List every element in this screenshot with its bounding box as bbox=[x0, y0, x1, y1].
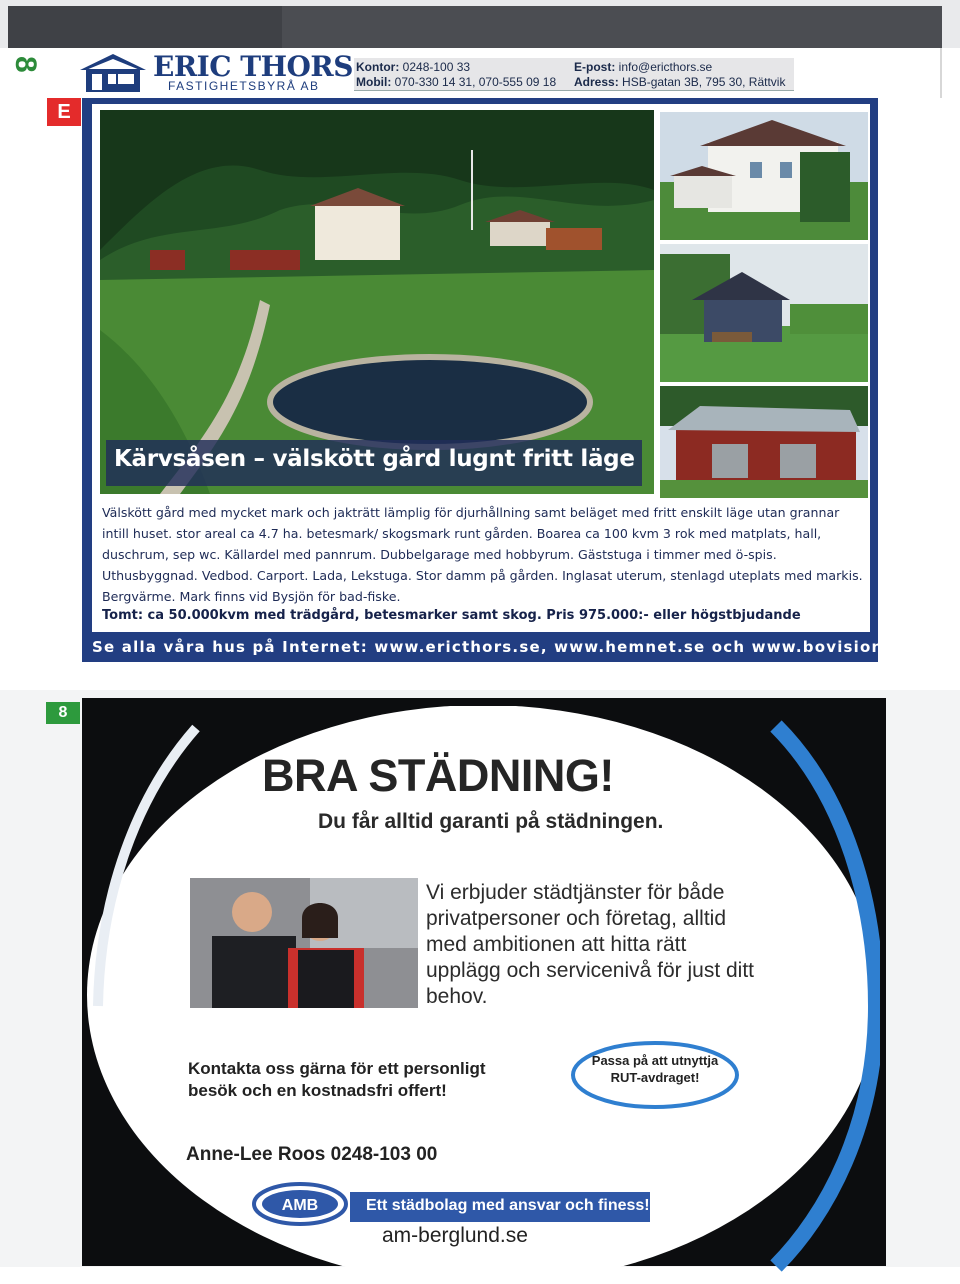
epost-label: E-post: bbox=[574, 60, 616, 74]
house-photo bbox=[660, 112, 868, 240]
kontor-label: Kontor: bbox=[356, 60, 400, 74]
adress-value: HSB-gatan 3B, 795 30, Rättvik bbox=[622, 75, 786, 89]
listing-description: Välskött gård med mycket mark och jakträtt lämplig för djurhållning samt beläget med fritt enskilt läge utan grannar intill huset. stor areal ca 4.7 ha. betesmark/ skogsmark runt gården. Boarea ca 100 kvm 3 rok med matplats, hall, duschrum, sep wc. Källardel med pannrum. Dubbelgarage med hobbyrum. Gäststuga i timmer med ö-spis. Uthusbyggnad. Vedbod. Carport. Lada, Lekstuga. Stor damm på gården. Inglasat uterum, stenlagd uteplats med markis. Bergvärme. Mark finns vid Bysjön för bad-fiske. bbox=[102, 505, 863, 604]
mobil-label: Mobil: bbox=[356, 75, 392, 89]
agency-name: ERIC THORS bbox=[153, 50, 353, 83]
farm-aerial-photo bbox=[100, 110, 654, 494]
mobil-value: 070-330 14 31, 070-555 09 18 bbox=[394, 75, 557, 89]
kontor-line bbox=[356, 60, 470, 74]
ad-subtitle: Du får alltid garanti på städningen. bbox=[318, 810, 664, 833]
ad-body-text: Vi erbjuder städtjänster för både privatpersoner och företag, alltid med ambitionen att hitta rätt upplägg och servicenivå för just ditt behov. bbox=[426, 881, 755, 1008]
page-number: 8 bbox=[9, 56, 42, 73]
ad-contact-text: Kontakta oss gärna för ett personligt besök och en kostnadsfri offert! bbox=[188, 1059, 486, 1100]
ad-number-badge: 8 bbox=[46, 702, 80, 724]
section-badge: E bbox=[47, 98, 81, 126]
house-logo-icon bbox=[80, 52, 146, 92]
epost-value: info@ericthors.se bbox=[618, 60, 713, 74]
ad-banner-text: Ett städbolag med ansvar och finess! bbox=[366, 1197, 650, 1214]
kontor-value: 0248-100 33 bbox=[402, 60, 471, 74]
barn-photo bbox=[660, 386, 868, 498]
adress-label: Adress: bbox=[574, 75, 619, 89]
header-right-rule bbox=[940, 48, 942, 98]
listing-headline: Kärvsåsen – välskött gård lugnt fritt läge bbox=[114, 446, 635, 472]
amb-logo-text: AMB bbox=[281, 1197, 319, 1214]
amb-logo-icon bbox=[252, 1182, 348, 1226]
top-bar-dark-block bbox=[282, 6, 942, 48]
rut-badge-text: Passa på att utnyttja RUT-avdraget! bbox=[591, 1053, 719, 1085]
agency-subtitle: FASTIGHETSBYRÅ AB bbox=[168, 79, 320, 93]
listing-footer-text: Se alla våra hus på Internet: www.ericthors.se, www.hemnet.se och www.bovision.se bbox=[92, 638, 912, 656]
adress-line bbox=[574, 75, 785, 89]
guest-cottage-photo bbox=[660, 244, 868, 382]
top-bar-left-block bbox=[8, 6, 282, 48]
ad-url: am-berglund.se bbox=[382, 1224, 528, 1247]
ad-title: BRA STÄDNING! bbox=[262, 750, 614, 801]
contact-rule bbox=[354, 90, 794, 91]
epost-line bbox=[574, 60, 712, 74]
ad-contact-name: Anne-Lee Roos 0248-103 00 bbox=[186, 1144, 438, 1165]
contact-box bbox=[354, 58, 794, 90]
staff-photo bbox=[190, 878, 418, 1008]
mobil-line bbox=[356, 75, 556, 89]
listing-summary: Tomt: ca 50.000kvm med trädgård, betesmarker samt skog. Pris 975.000:- eller högstbjudande bbox=[102, 608, 801, 623]
